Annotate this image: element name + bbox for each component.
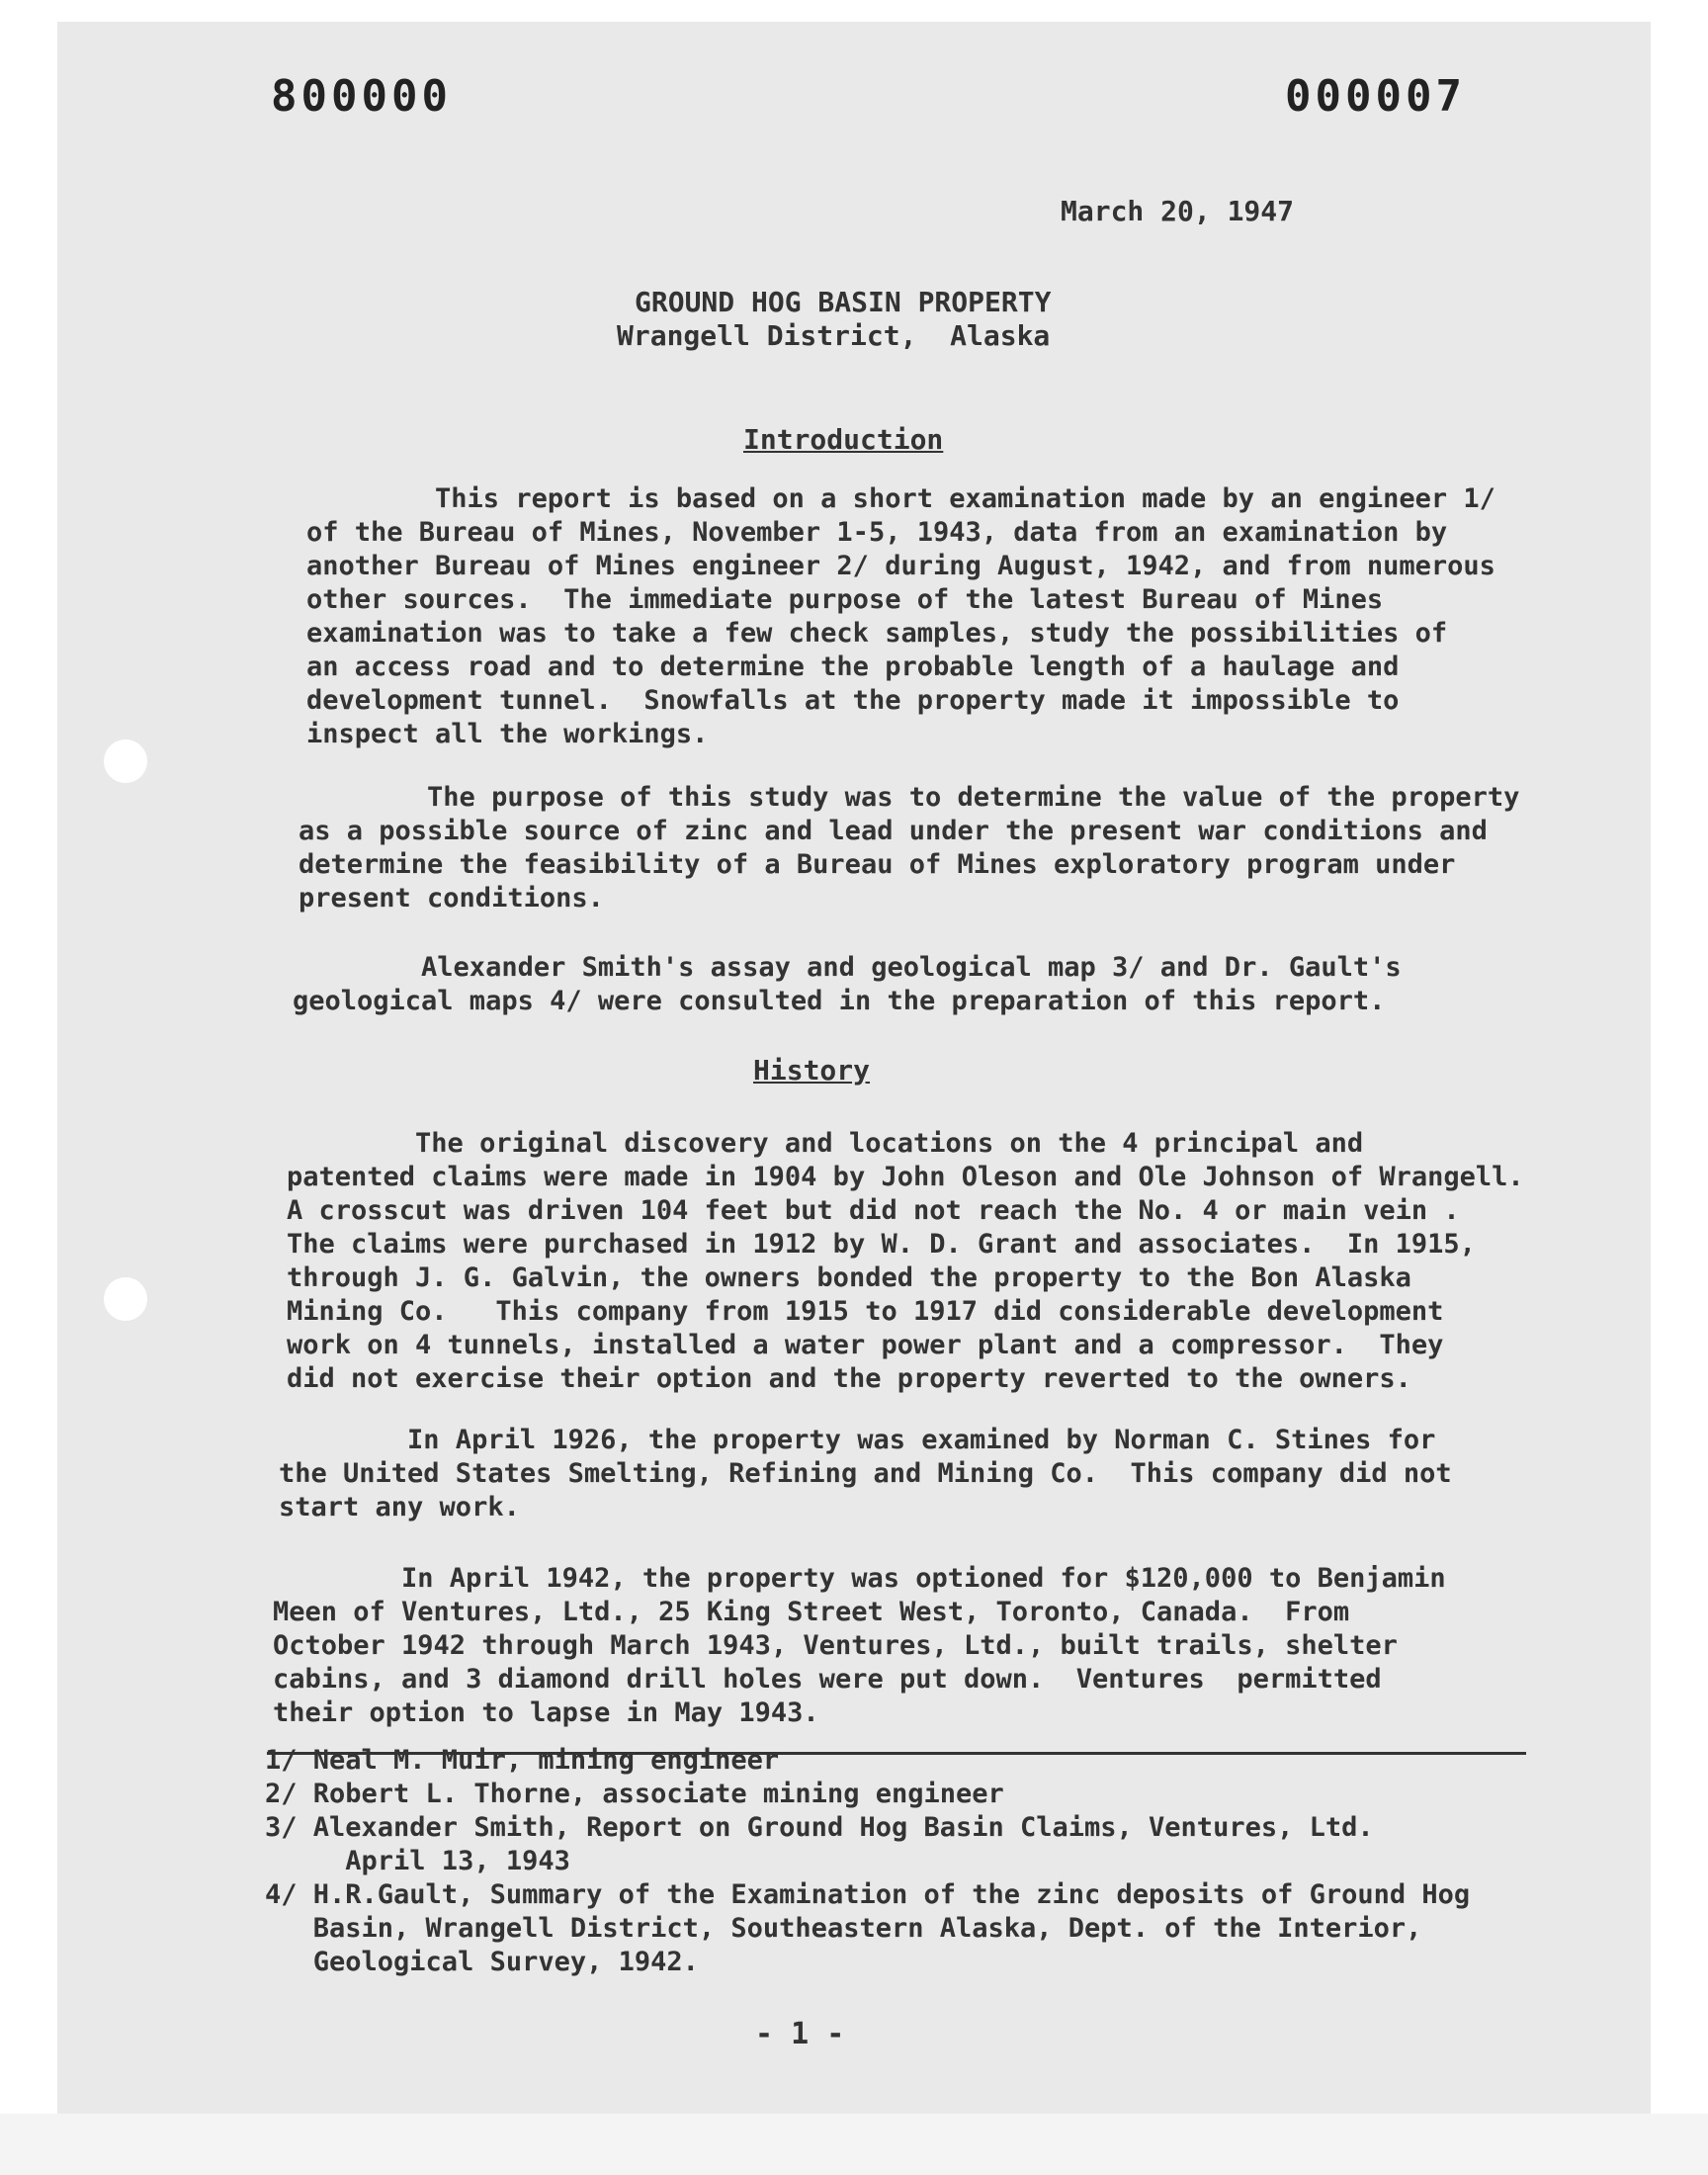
paragraph-intro-1: This report is based on a short examination made by an engineer 1/ of the Bureau of Mines, November 1-5, 1943, data from an examination by another Bureau of Mines engineer 2/ during August, 1942, and from numerous other sources. The immediate purpose of the latest Bureau of Mines examination was to take a few check samples, study the possibilities of an access road and to determine the probable length of a haulage and development tunnel. Snowfalls at the property made it impossible to inspect all the workings. xyxy=(306,483,1495,749)
paragraph-intro-2: The purpose of this study was to determine the value of the property as a possible source of zinc and lead under the present war conditions and determine the feasibility of a Bureau of Mines exploratory program under present conditions. xyxy=(299,782,1520,914)
binder-hole-bottom xyxy=(104,1277,147,1321)
paragraph-history-2: In April 1926, the property was examined by Norman C. Stines for the United States Smelting, Refining and Mining Co. This company did not start any work. xyxy=(279,1425,1452,1522)
page-number: - 1 - xyxy=(755,2017,845,2051)
doc-number-left: 800000 xyxy=(271,71,452,122)
report-subtitle: Wrangell District, Alaska xyxy=(617,319,1051,352)
report-title: GROUND HOG BASIN PROPERTY xyxy=(635,286,1052,318)
footnote-3: 3/ Alexander Smith, Report on Ground Hog Basin Claims, Ventures, Ltd. April 13, 1943 xyxy=(265,1812,1374,1876)
section-heading-introduction: Introduction xyxy=(743,423,944,456)
footnote-4: 4/ H.R.Gault, Summary of the Examination of the zinc deposits of Ground Hog Basin, Wrangell District, Southeastern Alaska, Dept. of the Interior, Geological Survey, 1942. xyxy=(265,1879,1471,1977)
paragraph-history-3: In April 1942, the property was optioned for $120,000 to Benjamin Meen of Ventures, Ltd., 25 King Street West, Toronto, Canada. From October 1942 through March 1943, Ventures, Ltd., built trails, shelter cabins, and 3 diamond drill holes were put down. Ventures permitted their option to lapse in May 1943. xyxy=(273,1563,1446,1728)
footnote-2: 2/ Robert L. Thorne, associate mining engineer xyxy=(265,1779,1004,1809)
paragraph-intro-3: Alexander Smith's assay and geological map 3/ and Dr. Gault's geological maps 4/ were consulted in the preparation of this report. xyxy=(293,952,1402,1016)
footnote-1: 1/ Neal M. Muir, mining engineer xyxy=(265,1745,780,1776)
section-heading-history: History xyxy=(753,1054,871,1087)
binder-hole-top xyxy=(104,740,147,783)
doc-number-right: 000007 xyxy=(1285,71,1466,122)
report-date: March 20, 1947 xyxy=(1061,195,1295,227)
paragraph-history-1: The original discovery and locations on the 4 principal and patented claims were made in 1904 by John Oleson and Ole Johnson of Wrangell. A crosscut was driven 104 feet but did not reach the No. 4 or main vein . The claims were purchased in 1912 by W. D. Grant and associates. In 1915, through J. G. Galvin, the owners bonded the property to the Bon Alaska Mining Co. This company from 1915 to 1917 did considerable development work on 4 tunnels, installed a water power plant and a compressor. They did not exercise their option and the property reverted to the owners. xyxy=(287,1128,1524,1394)
scan-margin xyxy=(0,2114,1708,2175)
